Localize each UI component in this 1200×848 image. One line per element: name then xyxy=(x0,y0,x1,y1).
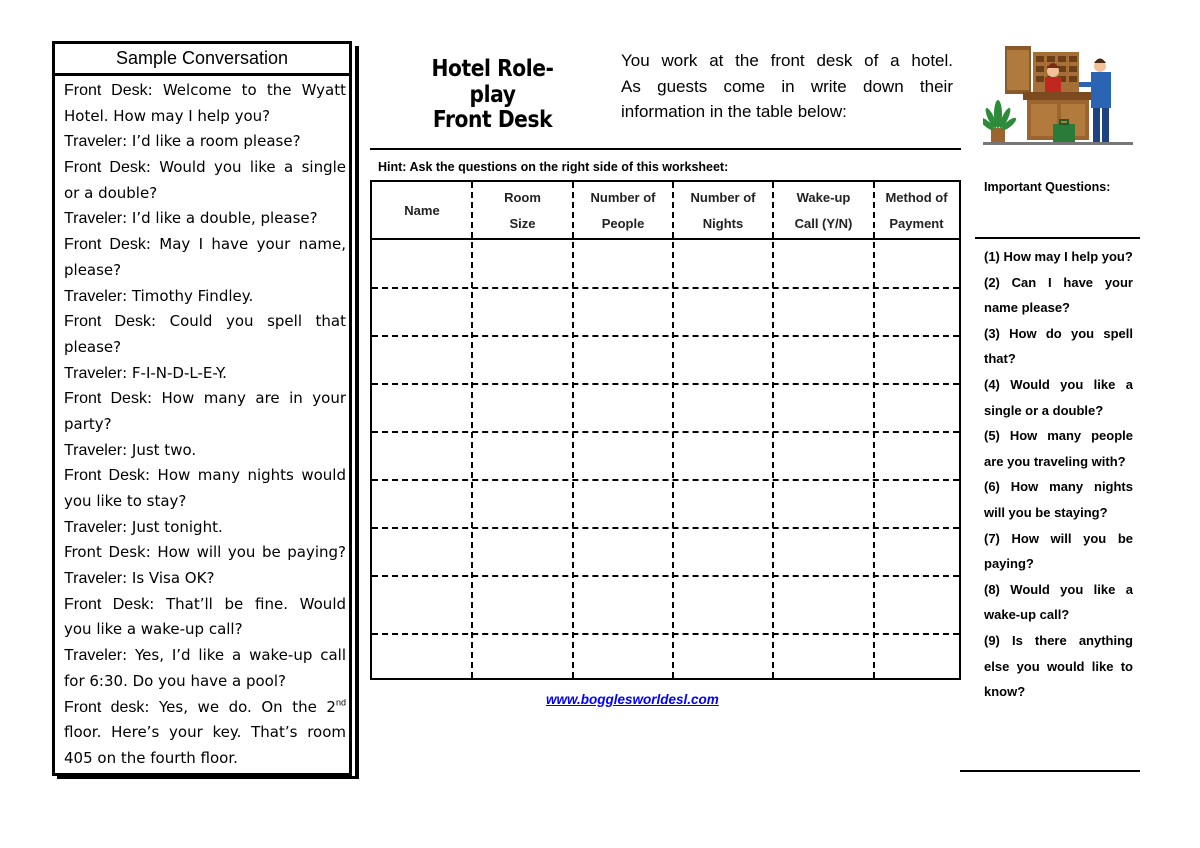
table-cell[interactable] xyxy=(673,528,773,576)
guest-info-table xyxy=(370,180,961,680)
dialogue-text: please? xyxy=(64,260,122,279)
dialogue-text: for 6:30. Do you have a pool? xyxy=(64,671,286,690)
questions-list xyxy=(984,244,1133,705)
table-cell[interactable] xyxy=(874,576,959,634)
conversation-line xyxy=(64,386,346,412)
table-cell[interactable] xyxy=(372,432,472,480)
table-cell[interactable] xyxy=(472,336,573,384)
table-cell[interactable] xyxy=(673,634,773,678)
table-cell[interactable] xyxy=(472,384,573,432)
question-item: (7) How will you be paying? xyxy=(984,530,1133,572)
table-cell[interactable] xyxy=(573,480,673,528)
conversation-line xyxy=(64,284,346,310)
table-cell[interactable] xyxy=(773,576,874,634)
question-item: (4) Would you like a single or a double? xyxy=(984,376,1133,418)
column-header-text: Wake-up xyxy=(796,189,851,205)
dialogue-text: : May I have your name, xyxy=(145,235,346,254)
table-cell[interactable] xyxy=(673,384,773,432)
column-header-text: People xyxy=(601,215,645,231)
column-header-text: Number of xyxy=(690,189,756,205)
question-item: (9) Is there anything else you would like to know? xyxy=(984,632,1133,700)
sample-conversation-box xyxy=(52,41,352,776)
conversation-line xyxy=(64,669,346,695)
dialogue-text: : Just tonight. xyxy=(122,517,223,536)
column-header-text: Room xyxy=(504,189,541,205)
column-header-text: Name xyxy=(404,202,440,218)
dialogue-text: : How many nights would xyxy=(144,466,346,485)
conversation-box-shadow-bottom xyxy=(57,776,359,779)
dialogue-text: please? xyxy=(64,337,122,356)
column-header-text: Call (Y/N) xyxy=(794,215,853,231)
table-cell[interactable] xyxy=(874,528,959,576)
table-cell[interactable] xyxy=(472,634,573,678)
table-cell[interactable] xyxy=(372,634,472,678)
table-cell[interactable] xyxy=(874,634,959,678)
conversation-line xyxy=(64,540,346,566)
conversation-line xyxy=(64,746,346,772)
table-cell[interactable] xyxy=(573,288,673,336)
table-cell[interactable] xyxy=(472,239,573,288)
speaker-label: Traveler xyxy=(64,570,123,588)
speaker-label: Traveler xyxy=(64,210,123,228)
table-cell[interactable] xyxy=(372,336,472,384)
conversation-line xyxy=(64,78,346,104)
conversation-line xyxy=(64,412,346,438)
table-cell[interactable] xyxy=(673,432,773,480)
website-link[interactable]: www.bogglesworldesl.com xyxy=(546,692,719,707)
dialogue-text: or a double? xyxy=(64,183,158,202)
speaker-label: Traveler xyxy=(64,287,123,305)
table-cell[interactable] xyxy=(673,576,773,634)
table-cell[interactable] xyxy=(773,336,874,384)
column-header xyxy=(573,182,673,239)
instructions-line: information in the table below: xyxy=(621,102,847,121)
dialogue-text: : Would you like a single xyxy=(145,158,346,177)
instructions-line: As guests come in write down their xyxy=(621,76,953,96)
table-cell[interactable] xyxy=(372,239,472,288)
table-cell[interactable] xyxy=(372,528,472,576)
question-item: (8) Would you like a wake-up call? xyxy=(984,581,1133,623)
conversation-line xyxy=(64,232,346,258)
table-cell[interactable] xyxy=(874,288,959,336)
table-cell[interactable] xyxy=(472,576,573,634)
header-rule xyxy=(370,148,961,150)
table-cell[interactable] xyxy=(573,239,673,288)
table-cell[interactable] xyxy=(773,634,874,678)
dialogue-text: you like to stay? xyxy=(64,492,187,510)
conversation-body xyxy=(55,76,349,772)
table-cell[interactable] xyxy=(673,480,773,528)
table-cell[interactable] xyxy=(472,288,573,336)
column-header-text: Number of xyxy=(590,189,656,205)
conversation-line xyxy=(64,309,346,335)
speaker-label: Traveler xyxy=(64,364,123,382)
column-header-text: Payment xyxy=(889,215,944,231)
worksheet-subtitle: Front Desk xyxy=(432,107,553,133)
column-header xyxy=(372,182,472,239)
hint-text: Hint: Ask the questions on the right side of this worksheet: xyxy=(378,160,729,174)
instructions-text xyxy=(621,48,953,125)
questions-rule-top xyxy=(975,237,1140,239)
conversation-line xyxy=(64,104,346,130)
column-header xyxy=(874,182,959,239)
question-item: (2) Can I have your name please? xyxy=(984,274,1133,316)
table-cell[interactable] xyxy=(773,288,874,336)
conversation-line xyxy=(64,566,346,592)
table-cell[interactable] xyxy=(372,384,472,432)
speaker-label: Front Desk xyxy=(64,390,147,408)
table-cell[interactable] xyxy=(472,528,573,576)
table-cell[interactable] xyxy=(874,384,959,432)
table-cell[interactable] xyxy=(773,384,874,432)
table-cell[interactable] xyxy=(673,288,773,336)
conversation-title: Sample Conversation xyxy=(55,44,349,76)
speaker-label: Front Desk xyxy=(64,236,146,254)
speaker-label: Traveler xyxy=(64,518,123,536)
dialogue-text: : Could you spell that xyxy=(151,312,346,331)
speaker-label: Front Desk xyxy=(64,313,152,331)
table-cell[interactable] xyxy=(874,336,959,384)
dialogue-text: 405 on the fourth floor. xyxy=(64,748,238,767)
speaker-label: Front Desk xyxy=(64,467,145,485)
conversation-line xyxy=(64,695,346,721)
conversation-line xyxy=(64,515,346,541)
speaker-label: Traveler xyxy=(64,647,123,665)
table-cell[interactable] xyxy=(573,432,673,480)
conversation-line xyxy=(64,617,346,643)
hotel-front-desk-clipart xyxy=(983,44,1133,150)
table-cell[interactable] xyxy=(573,634,673,678)
question-item: (5) How many people are you traveling with? xyxy=(984,428,1133,469)
table-cell[interactable] xyxy=(573,336,673,384)
instructions-line: You work at the front desk of a hotel. xyxy=(621,51,953,70)
speaker-label: Traveler xyxy=(64,441,123,459)
dialogue-text: you like a wake-up call? xyxy=(64,620,243,639)
dialogue-text: Front Desk: How will you be paying? xyxy=(64,543,346,562)
conversation-line xyxy=(64,181,346,207)
dialogue-text: : I’d like a room please? xyxy=(122,132,301,151)
dialogue-text: : F-I-N-D-L-E-Y. xyxy=(122,363,227,382)
table-cell[interactable] xyxy=(673,336,773,384)
important-questions-title: Important Questions: xyxy=(984,180,1111,194)
table-cell[interactable] xyxy=(372,288,472,336)
conversation-line xyxy=(64,335,346,361)
conversation-line xyxy=(64,258,346,284)
dialogue-text: : That’ll be fine. Would xyxy=(149,594,346,613)
table-cell[interactable] xyxy=(372,480,472,528)
table-cell[interactable] xyxy=(573,576,673,634)
table-cell[interactable] xyxy=(372,576,472,634)
dialogue-text: floor. Here’s your key. That’s room xyxy=(64,723,346,742)
table-cell[interactable] xyxy=(874,239,959,288)
dialogue-text: : Just two. xyxy=(122,440,197,459)
table-cell[interactable] xyxy=(874,432,959,480)
dialogue-text: : Yes, we do. On the 2 xyxy=(144,697,336,716)
column-header-text: Nights xyxy=(702,215,744,231)
speaker-label: Front Desk xyxy=(64,82,148,99)
conversation-line xyxy=(64,206,346,232)
conversation-line xyxy=(64,643,346,669)
table-cell[interactable] xyxy=(472,432,573,480)
column-header xyxy=(673,182,773,239)
question-item: (1) How may I help you? xyxy=(984,249,1133,264)
conversation-line xyxy=(64,129,346,155)
worksheet-title: Hotel Role-play xyxy=(431,56,554,108)
speaker-label: Front Desk xyxy=(64,159,146,177)
conversation-line xyxy=(64,155,346,181)
dialogue-text: : Timothy Findley. xyxy=(122,286,254,305)
conversation-line xyxy=(64,438,346,464)
column-header xyxy=(773,182,874,239)
conversation-line xyxy=(64,592,346,618)
table-cell[interactable] xyxy=(773,432,874,480)
table-cell[interactable] xyxy=(773,239,874,288)
speaker-label: Front Desk xyxy=(64,595,150,613)
ordinal-suffix: nd xyxy=(335,697,346,708)
table-cell[interactable] xyxy=(874,480,959,528)
dialogue-text: Hotel. How may I help you? xyxy=(64,106,271,125)
dialogue-text: : How many are in your xyxy=(146,389,346,408)
speaker-label: Traveler xyxy=(64,133,123,151)
dialogue-text: : Is Visa OK? xyxy=(122,569,215,588)
dialogue-text: : Yes, I’d like a wake-up call xyxy=(122,646,346,665)
dialogue-text: : Welcome to the Wyatt xyxy=(147,81,346,99)
table-cell[interactable] xyxy=(472,480,573,528)
conversation-box-shadow xyxy=(355,46,359,779)
conversation-line xyxy=(64,463,346,489)
column-header xyxy=(472,182,573,239)
table-cell[interactable] xyxy=(573,384,673,432)
dialogue-text: : I’d like a double, please? xyxy=(122,209,318,228)
dialogue-text: party? xyxy=(64,414,112,433)
column-header-text: Method of xyxy=(885,189,948,205)
speaker-label: Front desk xyxy=(64,698,145,716)
table-cell[interactable] xyxy=(773,528,874,576)
column-header-text: Size xyxy=(509,215,536,231)
question-item: (3) How do you spell that? xyxy=(984,325,1133,367)
conversation-line xyxy=(64,720,346,746)
table-cell[interactable] xyxy=(773,480,874,528)
table-cell[interactable] xyxy=(673,239,773,288)
question-item: (6) How many nights will you be staying? xyxy=(984,479,1133,520)
table-cell[interactable] xyxy=(573,528,673,576)
conversation-line xyxy=(64,361,346,387)
conversation-line xyxy=(64,489,346,515)
questions-rule-bottom xyxy=(960,770,1140,772)
